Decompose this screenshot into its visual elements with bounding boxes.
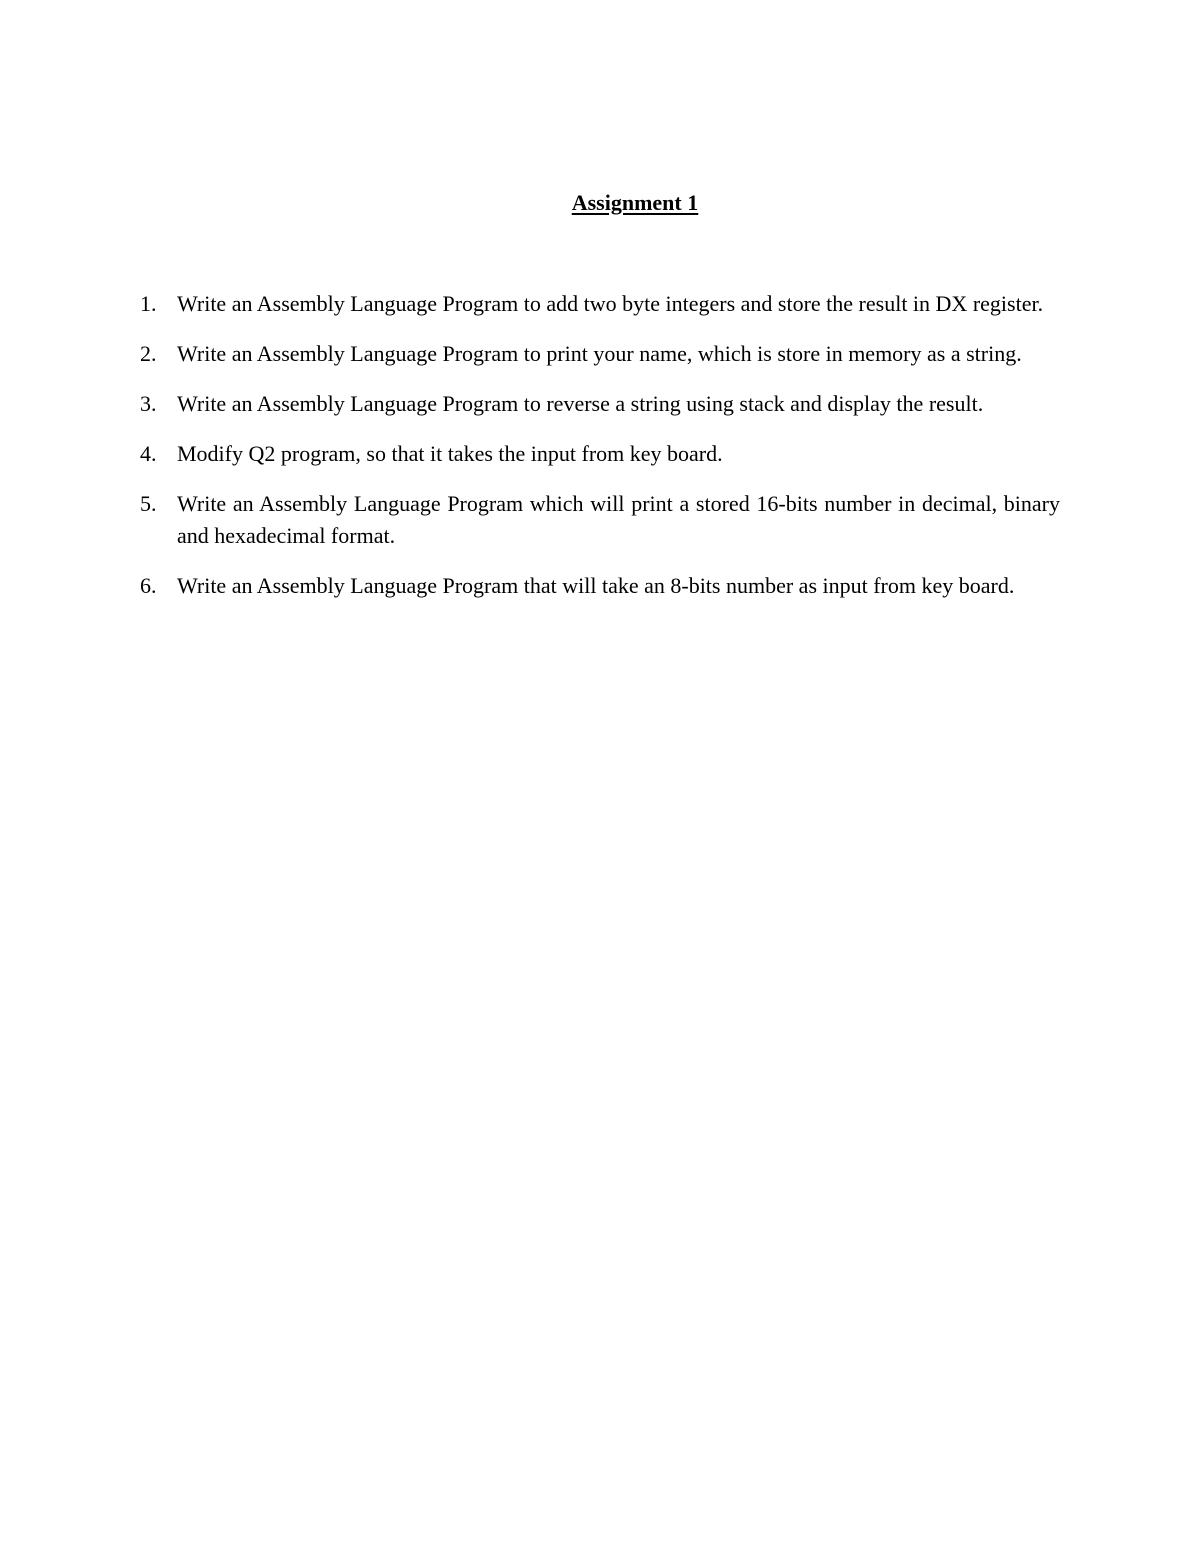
question-text: Write an Assembly Language Program to print your name, which is store in memory as a string. <box>177 341 1022 366</box>
question-text: Write an Assembly Language Program that will take an 8-bits number as input from key board. <box>177 573 1015 598</box>
question-list <box>140 288 1060 620</box>
document-title: Assignment 1 <box>571 190 699 215</box>
question-number: 4. <box>140 441 157 466</box>
question-item-1 <box>140 288 1060 320</box>
question-text: Write an Assembly Language Program to add two byte integers and store the result in DX register. <box>177 291 1044 316</box>
question-text: Write an Assembly Language Program to reverse a string using stack and display the result. <box>177 391 984 416</box>
question-text: Write an Assembly Language Program which will print a stored 16-bits number in decimal, binary and hexadecimal format. <box>177 491 1060 548</box>
question-item-2 <box>140 338 1060 370</box>
question-number: 5. <box>140 491 157 516</box>
question-item-5 <box>140 488 1060 552</box>
question-number: 6. <box>140 573 157 598</box>
question-number: 3. <box>140 391 157 416</box>
question-item-6 <box>140 570 1060 602</box>
question-text: Modify Q2 program, so that it takes the input from key board. <box>177 441 723 466</box>
question-number: 1. <box>140 291 157 316</box>
question-number: 2. <box>140 341 157 366</box>
question-item-3 <box>140 388 1060 420</box>
question-item-4 <box>140 438 1060 470</box>
